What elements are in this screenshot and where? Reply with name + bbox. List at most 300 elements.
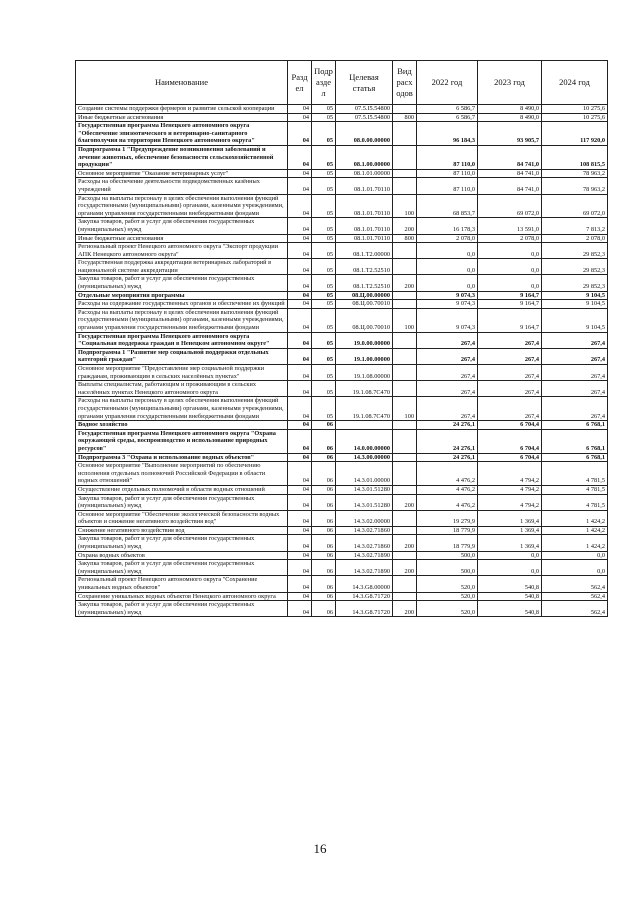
row-name: Выплаты специалистам, работающим и проживающим в сельских населённых пунктах Ненецкого автономного округа bbox=[76, 381, 288, 397]
row-target-article: 14.3.01.00000 bbox=[336, 462, 393, 486]
header-expense-type: Вид расх одов bbox=[393, 61, 417, 105]
row-expense-type: 800 bbox=[393, 234, 417, 243]
row-value-2023: 1 369,4 bbox=[478, 535, 542, 551]
row-section: 04 bbox=[288, 122, 312, 146]
row-name: Государственная программа Ненецкого автономного округа "Социальная поддержка граждан в Ненецком автономном округе" bbox=[76, 332, 288, 348]
row-value-2024: 6 768,1 bbox=[542, 429, 608, 453]
row-value-2023: 267,4 bbox=[478, 397, 542, 421]
row-section: 04 bbox=[288, 234, 312, 243]
row-expense-type bbox=[393, 178, 417, 194]
table-row bbox=[76, 275, 608, 291]
row-value-2023: 1 369,4 bbox=[478, 526, 542, 535]
row-value-2023: 6 704,4 bbox=[478, 421, 542, 430]
row-value-2024: 9 104,5 bbox=[542, 291, 608, 300]
row-value-2024: 0,0 bbox=[542, 551, 608, 560]
row-expense-type bbox=[393, 332, 417, 348]
row-subsection: 06 bbox=[312, 526, 336, 535]
row-section: 04 bbox=[288, 381, 312, 397]
row-expense-type: 100 bbox=[393, 397, 417, 421]
row-subsection: 05 bbox=[312, 113, 336, 122]
row-value-2024: 29 852,3 bbox=[542, 275, 608, 291]
row-value-2023: 84 741,0 bbox=[478, 169, 542, 178]
row-name: Иные бюджетные ассигнования bbox=[76, 234, 288, 243]
row-subsection: 06 bbox=[312, 453, 336, 462]
row-value-2022: 500,0 bbox=[417, 551, 478, 560]
row-subsection: 05 bbox=[312, 348, 336, 364]
row-value-2022: 267,4 bbox=[417, 348, 478, 364]
row-expense-type: 100 bbox=[393, 308, 417, 332]
row-value-2024: 29 852,3 bbox=[542, 259, 608, 275]
row-value-2024: 1 424,2 bbox=[542, 535, 608, 551]
row-subsection: 06 bbox=[312, 551, 336, 560]
row-name: Расходы на выплаты персоналу в целях обеспечения выполнения функций государственными (муниципальными) органами, казенными учреждениями, органами управления государственными внебюджетными фондами bbox=[76, 397, 288, 421]
row-subsection: 05 bbox=[312, 243, 336, 259]
row-value-2024: 4 781,5 bbox=[542, 494, 608, 510]
row-target-article: 08.1.01.70110 bbox=[336, 178, 393, 194]
row-target-article: 08.1.T2.00000 bbox=[336, 243, 393, 259]
row-subsection: 06 bbox=[312, 592, 336, 601]
row-subsection: 05 bbox=[312, 218, 336, 234]
header-year-2022: 2022 год bbox=[417, 61, 478, 105]
row-subsection: 05 bbox=[312, 332, 336, 348]
table-row bbox=[76, 485, 608, 494]
row-subsection: 05 bbox=[312, 397, 336, 421]
row-value-2024: 29 852,3 bbox=[542, 243, 608, 259]
row-name: Закупка товаров, работ и услуг для обеспечения государственных (муниципальных) нужд bbox=[76, 494, 288, 510]
row-subsection: 05 bbox=[312, 178, 336, 194]
row-value-2022: 68 853,7 bbox=[417, 194, 478, 218]
row-section: 04 bbox=[288, 259, 312, 275]
row-subsection: 06 bbox=[312, 485, 336, 494]
row-value-2024: 267,4 bbox=[542, 381, 608, 397]
row-subsection: 05 bbox=[312, 300, 336, 309]
row-section: 04 bbox=[288, 601, 312, 617]
row-target-article: 14.3.G8.71720 bbox=[336, 601, 393, 617]
row-name: Иные бюджетные ассигнования bbox=[76, 113, 288, 122]
row-subsection: 05 bbox=[312, 308, 336, 332]
row-section: 04 bbox=[288, 194, 312, 218]
row-expense-type bbox=[393, 551, 417, 560]
header-target-article: Целевая статья bbox=[336, 61, 393, 105]
row-expense-type bbox=[393, 421, 417, 430]
row-section: 04 bbox=[288, 535, 312, 551]
row-value-2023: 84 741,0 bbox=[478, 178, 542, 194]
row-target-article: 14.3.02.71860 bbox=[336, 526, 393, 535]
row-section: 04 bbox=[288, 551, 312, 560]
table-row bbox=[76, 494, 608, 510]
row-target-article: 19.1.08.00000 bbox=[336, 365, 393, 381]
row-name: Государственная программа Ненецкого автономного округа "Охрана окружающей среды, воспроизводство и использование природных ресурсов" bbox=[76, 429, 288, 453]
row-target-article: 14.3.02.71890 bbox=[336, 560, 393, 576]
row-target-article: 14.3.G8.71720 bbox=[336, 592, 393, 601]
row-value-2022: 18 779,9 bbox=[417, 535, 478, 551]
row-section: 04 bbox=[288, 592, 312, 601]
row-value-2024: 78 963,2 bbox=[542, 169, 608, 178]
row-subsection: 05 bbox=[312, 234, 336, 243]
row-value-2024: 267,4 bbox=[542, 365, 608, 381]
row-value-2024: 2 078,0 bbox=[542, 234, 608, 243]
row-section: 04 bbox=[288, 576, 312, 592]
row-expense-type: 200 bbox=[393, 494, 417, 510]
row-value-2023: 267,4 bbox=[478, 365, 542, 381]
row-subsection: 05 bbox=[312, 259, 336, 275]
row-subsection: 06 bbox=[312, 560, 336, 576]
row-value-2023: 9 164,7 bbox=[478, 291, 542, 300]
row-subsection: 06 bbox=[312, 494, 336, 510]
row-subsection: 05 bbox=[312, 291, 336, 300]
row-value-2024: 6 768,1 bbox=[542, 421, 608, 430]
row-target-article: 14.3.02.00000 bbox=[336, 510, 393, 526]
row-expense-type bbox=[393, 485, 417, 494]
row-section: 04 bbox=[288, 105, 312, 114]
row-name: Закупка товаров, работ и услуг для обеспечения государственных (муниципальных) нужд bbox=[76, 560, 288, 576]
table-header-row bbox=[76, 61, 608, 105]
row-value-2024: 1 424,2 bbox=[542, 526, 608, 535]
table-body bbox=[76, 105, 608, 617]
row-subsection: 06 bbox=[312, 576, 336, 592]
row-target-article: 07.5.I5.54800 bbox=[336, 105, 393, 114]
row-value-2022: 6 586,7 bbox=[417, 105, 478, 114]
table-row bbox=[76, 308, 608, 332]
row-section: 04 bbox=[288, 243, 312, 259]
row-expense-type bbox=[393, 510, 417, 526]
row-value-2024: 4 781,5 bbox=[542, 485, 608, 494]
row-section: 04 bbox=[288, 429, 312, 453]
row-value-2024: 562,4 bbox=[542, 576, 608, 592]
table-row bbox=[76, 348, 608, 364]
row-value-2023: 2 078,0 bbox=[478, 234, 542, 243]
row-name: Расходы на обеспечение деятельности подведомственных казённых учреждений bbox=[76, 178, 288, 194]
row-subsection: 05 bbox=[312, 169, 336, 178]
row-value-2023: 267,4 bbox=[478, 381, 542, 397]
row-value-2022: 24 276,1 bbox=[417, 421, 478, 430]
row-expense-type bbox=[393, 365, 417, 381]
table-row bbox=[76, 145, 608, 169]
table-row bbox=[76, 234, 608, 243]
row-value-2023: 540,8 bbox=[478, 576, 542, 592]
row-expense-type bbox=[393, 243, 417, 259]
table-row bbox=[76, 526, 608, 535]
row-value-2022: 96 184,3 bbox=[417, 122, 478, 146]
row-section: 04 bbox=[288, 485, 312, 494]
row-name: Государственная поддержка аккредитации ветеринарных лабораторий в национальной системе аккредитации bbox=[76, 259, 288, 275]
row-subsection: 06 bbox=[312, 421, 336, 430]
row-expense-type: 100 bbox=[393, 194, 417, 218]
row-subsection: 06 bbox=[312, 510, 336, 526]
row-expense-type: 200 bbox=[393, 560, 417, 576]
row-value-2023: 9 164,7 bbox=[478, 300, 542, 309]
row-section: 04 bbox=[288, 308, 312, 332]
row-target-article: 19.1.08.7С470 bbox=[336, 397, 393, 421]
table-row bbox=[76, 576, 608, 592]
header-subsection: Подр азде л bbox=[312, 61, 336, 105]
table-row bbox=[76, 601, 608, 617]
row-value-2023: 4 794,2 bbox=[478, 462, 542, 486]
row-name: Основное мероприятие "Выполнение мероприятий по обеспечению исполнения отдельных полномочий Российской Федерации в области водных отношений" bbox=[76, 462, 288, 486]
row-target-article: 08.1.01.70110 bbox=[336, 194, 393, 218]
row-name: Осуществление отдельных полномочий в области водных отношений bbox=[76, 485, 288, 494]
row-target-article: 14.3.01.51280 bbox=[336, 485, 393, 494]
row-expense-type bbox=[393, 429, 417, 453]
row-value-2024: 117 920,0 bbox=[542, 122, 608, 146]
row-value-2024: 108 815,5 bbox=[542, 145, 608, 169]
row-value-2023: 84 741,0 bbox=[478, 145, 542, 169]
row-target-article: 08.Ц.00.70010 bbox=[336, 308, 393, 332]
row-expense-type bbox=[393, 592, 417, 601]
table-row bbox=[76, 169, 608, 178]
row-value-2022: 520,0 bbox=[417, 601, 478, 617]
row-expense-type bbox=[393, 105, 417, 114]
row-value-2022: 267,4 bbox=[417, 397, 478, 421]
table-row bbox=[76, 113, 608, 122]
table-row bbox=[76, 259, 608, 275]
row-subsection: 06 bbox=[312, 429, 336, 453]
row-value-2024: 562,4 bbox=[542, 592, 608, 601]
row-value-2024: 267,4 bbox=[542, 397, 608, 421]
row-value-2023: 6 704,4 bbox=[478, 453, 542, 462]
row-value-2023: 9 164,7 bbox=[478, 308, 542, 332]
row-name: Подпрограмма 1 "Предупреждение возникновения заболеваний и лечение животных, обеспечение безопасности сельскохозяйственной продукции" bbox=[76, 145, 288, 169]
row-target-article: 08.1.01.00000 bbox=[336, 169, 393, 178]
table-row bbox=[76, 397, 608, 421]
row-value-2022: 0,0 bbox=[417, 275, 478, 291]
row-value-2022: 16 178,3 bbox=[417, 218, 478, 234]
row-expense-type: 200 bbox=[393, 275, 417, 291]
row-name: Подпрограмма 3 "Охрана и использование водных объектов" bbox=[76, 453, 288, 462]
row-subsection: 06 bbox=[312, 535, 336, 551]
row-name: Водное хозяйство bbox=[76, 421, 288, 430]
row-value-2023: 8 490,0 bbox=[478, 113, 542, 122]
row-section: 04 bbox=[288, 510, 312, 526]
row-target-article: 14.0.00.00000 bbox=[336, 429, 393, 453]
row-value-2024: 1 424,2 bbox=[542, 510, 608, 526]
row-name: Снижение негативного воздействия вод bbox=[76, 526, 288, 535]
row-section: 04 bbox=[288, 560, 312, 576]
table-row bbox=[76, 462, 608, 486]
row-name: Закупка товаров, работ и услуг для обеспечения государственных (муниципальных) нужд bbox=[76, 218, 288, 234]
table-row bbox=[76, 510, 608, 526]
row-name: Расходы на выплаты персоналу в целях обеспечения выполнения функций государственными (муниципальными) органами, казенными учреждениями, органами управления государственными внебюджетными фондами bbox=[76, 308, 288, 332]
row-subsection: 05 bbox=[312, 105, 336, 114]
row-subsection: 06 bbox=[312, 462, 336, 486]
row-expense-type bbox=[393, 259, 417, 275]
row-expense-type bbox=[393, 453, 417, 462]
row-value-2023: 93 905,7 bbox=[478, 122, 542, 146]
row-value-2022: 267,4 bbox=[417, 381, 478, 397]
row-target-article: 08.0.00.00000 bbox=[336, 122, 393, 146]
row-value-2022: 87 110,0 bbox=[417, 145, 478, 169]
table-row bbox=[76, 291, 608, 300]
row-value-2023: 0,0 bbox=[478, 259, 542, 275]
table-row bbox=[76, 105, 608, 114]
row-subsection: 05 bbox=[312, 365, 336, 381]
row-section: 04 bbox=[288, 300, 312, 309]
row-expense-type: 200 bbox=[393, 601, 417, 617]
row-target-article: 14.3.02.71890 bbox=[336, 551, 393, 560]
row-subsection: 05 bbox=[312, 275, 336, 291]
row-expense-type: 800 bbox=[393, 113, 417, 122]
row-name: Закупка товаров, работ и услуг для обеспечения государственных (муниципальных) нужд bbox=[76, 275, 288, 291]
table-row bbox=[76, 560, 608, 576]
row-value-2022: 4 476,2 bbox=[417, 485, 478, 494]
row-value-2023: 69 072,0 bbox=[478, 194, 542, 218]
row-expense-type bbox=[393, 576, 417, 592]
row-value-2024: 0,0 bbox=[542, 560, 608, 576]
row-name: Расходы на выплаты персоналу в целях обеспечения выполнения функций государственными (муниципальными) органами, казенными учреждениями, органами управления государственными внебюджетными фондами bbox=[76, 194, 288, 218]
table-row bbox=[76, 535, 608, 551]
row-value-2024: 9 104,5 bbox=[542, 300, 608, 309]
table-row bbox=[76, 332, 608, 348]
row-name: Подпрограмма 1 "Развитие мер социальной поддержки отдельных категорий граждан" bbox=[76, 348, 288, 364]
row-target-article: 08.1.01.70110 bbox=[336, 234, 393, 243]
row-name: Основное мероприятие "Оказание ветеринарных услуг" bbox=[76, 169, 288, 178]
row-value-2024: 10 275,6 bbox=[542, 105, 608, 114]
row-section: 04 bbox=[288, 494, 312, 510]
row-target-article: 19.1.00.00000 bbox=[336, 348, 393, 364]
header-year-2023: 2023 год bbox=[478, 61, 542, 105]
row-value-2022: 0,0 bbox=[417, 259, 478, 275]
table-row bbox=[76, 218, 608, 234]
row-name: Основное мероприятие "Предоставление мер социальной поддержки гражданам, проживающим в сельских населённых пунктах" bbox=[76, 365, 288, 381]
row-value-2022: 267,4 bbox=[417, 332, 478, 348]
budget-table bbox=[75, 60, 608, 617]
row-section: 04 bbox=[288, 462, 312, 486]
row-expense-type bbox=[393, 169, 417, 178]
row-expense-type bbox=[393, 348, 417, 364]
row-name: Сохранение уникальных водных объектов Ненецкого автономного округа bbox=[76, 592, 288, 601]
row-value-2023: 4 794,2 bbox=[478, 494, 542, 510]
table-row bbox=[76, 381, 608, 397]
header-name: Наименование bbox=[76, 61, 288, 105]
row-subsection: 05 bbox=[312, 122, 336, 146]
row-value-2023: 267,4 bbox=[478, 348, 542, 364]
row-value-2022: 520,0 bbox=[417, 576, 478, 592]
row-value-2024: 69 072,0 bbox=[542, 194, 608, 218]
row-target-article: 08.1.T2.52510 bbox=[336, 259, 393, 275]
row-target-article: 07.5.I5.54800 bbox=[336, 113, 393, 122]
table-row bbox=[76, 453, 608, 462]
table-row bbox=[76, 194, 608, 218]
row-value-2023: 0,0 bbox=[478, 243, 542, 259]
row-value-2022: 87 110,0 bbox=[417, 169, 478, 178]
row-target-article: 08.1.00.00000 bbox=[336, 145, 393, 169]
table-row bbox=[76, 243, 608, 259]
table-row bbox=[76, 551, 608, 560]
header-year-2024: 2024 год bbox=[542, 61, 608, 105]
row-value-2022: 24 276,1 bbox=[417, 429, 478, 453]
table-row bbox=[76, 178, 608, 194]
row-subsection: 05 bbox=[312, 381, 336, 397]
row-value-2023: 0,0 bbox=[478, 275, 542, 291]
row-target-article: 19.0.00.00000 bbox=[336, 332, 393, 348]
row-value-2024: 4 781,5 bbox=[542, 462, 608, 486]
row-value-2024: 267,4 bbox=[542, 332, 608, 348]
row-name: Создание системы поддержки фермеров и развитие сельской кооперации bbox=[76, 105, 288, 114]
row-section: 04 bbox=[288, 397, 312, 421]
row-name: Отдельные мероприятия программы bbox=[76, 291, 288, 300]
row-subsection: 05 bbox=[312, 194, 336, 218]
row-section: 04 bbox=[288, 169, 312, 178]
row-expense-type bbox=[393, 462, 417, 486]
row-value-2022: 24 276,1 bbox=[417, 453, 478, 462]
row-subsection: 06 bbox=[312, 601, 336, 617]
row-name: Государственная программа Ненецкого автономного округа "Обеспечение эпизоотического и ветеринарно-санитарного благополучия на территории Ненецкого автономного округа" bbox=[76, 122, 288, 146]
table-row bbox=[76, 429, 608, 453]
row-value-2022: 9 074,3 bbox=[417, 300, 478, 309]
row-section: 04 bbox=[288, 145, 312, 169]
row-value-2022: 6 586,7 bbox=[417, 113, 478, 122]
row-value-2023: 1 369,4 bbox=[478, 510, 542, 526]
row-section: 04 bbox=[288, 421, 312, 430]
row-value-2024: 6 768,1 bbox=[542, 453, 608, 462]
row-section: 04 bbox=[288, 113, 312, 122]
row-value-2023: 8 490,0 bbox=[478, 105, 542, 114]
row-target-article: 08.1.01.70110 bbox=[336, 218, 393, 234]
row-value-2023: 540,8 bbox=[478, 592, 542, 601]
row-expense-type bbox=[393, 381, 417, 397]
row-value-2024: 78 963,2 bbox=[542, 178, 608, 194]
row-value-2023: 540,8 bbox=[478, 601, 542, 617]
header-section: Разд ел bbox=[288, 61, 312, 105]
row-target-article: 14.3.01.51280 bbox=[336, 494, 393, 510]
row-value-2024: 562,4 bbox=[542, 601, 608, 617]
row-value-2022: 520,0 bbox=[417, 592, 478, 601]
row-value-2022: 19 279,9 bbox=[417, 510, 478, 526]
row-subsection: 05 bbox=[312, 145, 336, 169]
row-section: 04 bbox=[288, 178, 312, 194]
table-row bbox=[76, 122, 608, 146]
row-name: Расходы на содержание государственных органов и обеспечение их функций bbox=[76, 300, 288, 309]
row-expense-type: 200 bbox=[393, 535, 417, 551]
row-value-2023: 0,0 bbox=[478, 560, 542, 576]
row-target-article: 14.3.02.71860 bbox=[336, 535, 393, 551]
row-section: 04 bbox=[288, 275, 312, 291]
row-value-2024: 7 813,2 bbox=[542, 218, 608, 234]
table-row bbox=[76, 365, 608, 381]
row-value-2022: 9 074,3 bbox=[417, 308, 478, 332]
row-target-article: 14.3.G8.00000 bbox=[336, 576, 393, 592]
row-value-2023: 267,4 bbox=[478, 332, 542, 348]
row-value-2023: 4 794,2 bbox=[478, 485, 542, 494]
row-expense-type bbox=[393, 122, 417, 146]
row-name: Основное мероприятие "Обеспечение экологической безопасности водных объектов и снижение негативного воздействия вод" bbox=[76, 510, 288, 526]
row-section: 04 bbox=[288, 218, 312, 234]
row-section: 04 bbox=[288, 526, 312, 535]
row-value-2022: 2 078,0 bbox=[417, 234, 478, 243]
row-name: Закупка товаров, работ и услуг для обеспечения государственных (муниципальных) нужд bbox=[76, 535, 288, 551]
row-section: 04 bbox=[288, 348, 312, 364]
row-value-2022: 267,4 bbox=[417, 365, 478, 381]
row-section: 04 bbox=[288, 332, 312, 348]
row-target-article: 19.1.08.7С470 bbox=[336, 381, 393, 397]
table-row bbox=[76, 300, 608, 309]
row-target-article: 08.Ц.00.70010 bbox=[336, 300, 393, 309]
row-value-2022: 18 779,9 bbox=[417, 526, 478, 535]
row-value-2024: 267,4 bbox=[542, 348, 608, 364]
row-section: 04 bbox=[288, 291, 312, 300]
row-name: Охрана водных объектов bbox=[76, 551, 288, 560]
row-name: Региональный проект Ненецкого автономного округа "Сохранение уникальных водных объектов" bbox=[76, 576, 288, 592]
row-expense-type bbox=[393, 526, 417, 535]
table-row bbox=[76, 592, 608, 601]
row-value-2024: 9 104,5 bbox=[542, 308, 608, 332]
row-value-2022: 87 110,0 bbox=[417, 178, 478, 194]
row-value-2023: 0,0 bbox=[478, 551, 542, 560]
row-name: Региональный проект Ненецкого автономного округа "Экспорт продукции АПК Ненецкого автономного округа" bbox=[76, 243, 288, 259]
row-target-article bbox=[336, 421, 393, 430]
row-value-2022: 4 476,2 bbox=[417, 494, 478, 510]
row-expense-type bbox=[393, 291, 417, 300]
